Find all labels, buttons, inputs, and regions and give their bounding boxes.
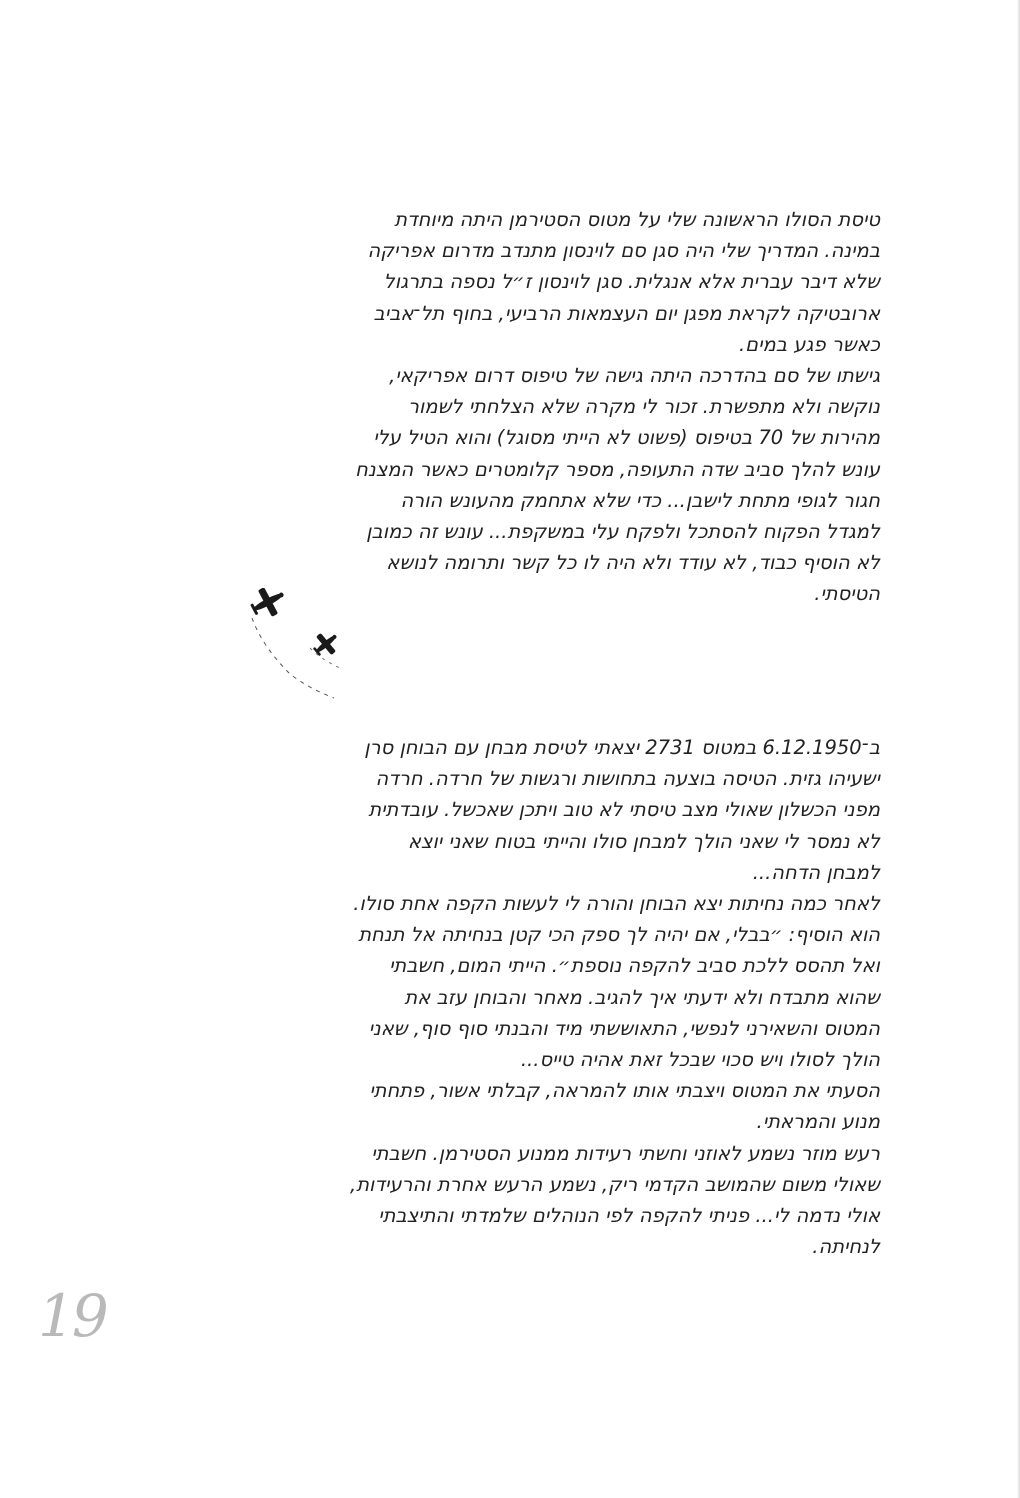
text-line: לא הוסיף כבוד, לא עודד ולא היה לו כל קשר ותרומה לנושא — [386, 551, 880, 575]
text-line: ואל תהסס ללכת סביב להקפה נוספת״. הייתי המום, חשבתי — [389, 954, 880, 978]
text-line: נוקשה ולא מתפשרת. זכור לי מקרה שלא הצלחתי לשמור — [408, 395, 880, 419]
paragraph — [240, 1075, 880, 1137]
text-line: ארובטיקה לקראת מפגן יום העצמאות הרביעי, בחוף תל־אביב — [373, 301, 880, 325]
text-line: רעש מוזר נשמע לאוזני וחשתי רעידות ממנוע הסטירמן. חשבתי — [371, 1141, 880, 1165]
text-line: לנחיתה. — [812, 1235, 880, 1259]
text-line: לאחר כמה נחיתות יצא הבוחן והורה לי לעשות הקפה אחת סולו. — [353, 892, 880, 916]
section-one — [240, 204, 880, 610]
text-line: ישעיהו גזית. הטיסה בוצעה בתחושות ורגשות של חרדה. חרדה — [375, 767, 880, 791]
paragraph — [240, 360, 880, 610]
text-line: למגדל הפקוח להסתכל ולפקח עלי במשקפת... עונש זה כמובן — [366, 520, 880, 544]
text-line: אולי נדמה לי... פניתי להקפה לפי הנוהלים שלמדתי והתיצבתי — [378, 1204, 880, 1228]
paragraph — [240, 888, 880, 1075]
text-line: טיסת הסולו הראשונה שלי על מטוס הסטירמן היתה מיוחדת — [394, 208, 880, 231]
paragraph — [240, 1138, 880, 1263]
paragraph — [240, 732, 880, 888]
text-line: הולך לסולו ויש סכוי שבכל זאת אהיה טייס... — [520, 1048, 880, 1072]
text-line: גישתו של סם בהדרכה היתה גישה של טיפוס דרום אפריקאי, — [389, 364, 880, 388]
text-line: למבחן הדחה... — [752, 860, 880, 884]
text-line: כאשר פגע במים. — [738, 332, 880, 356]
text-line: מנוע והמראתי. — [756, 1110, 880, 1134]
text-line: הטיסתי. — [814, 582, 880, 606]
text-line: שאולי משום שהמושב הקדמי ריק, נשמע הרעש אחרת והרעידות, — [350, 1172, 880, 1196]
text-line: הוא הוסיף: ״בבלי, אם יהיה לך ספק הכי קטן בנחיתה אל תנחת — [358, 923, 880, 947]
text-line: עונש להלך סביב שדה התעופה, מספר קלומטרים כאשר המצנח — [355, 457, 880, 481]
text-line: לא נמסר לי שאני הולך למבחן סולו והייתי בטוח שאני יוצא — [407, 829, 880, 853]
paragraph — [240, 204, 880, 360]
biplanes-icon — [238, 588, 358, 700]
section-two — [240, 732, 880, 1262]
text-line: ב־6.12.1950 במטוס 2731 יצאתי לטיסת מבחן עם הבוחן סרן — [364, 736, 880, 759]
text-line: שהוא מתבדח ולא ידעתי איך להגיב. מאחר והבוחן עזב את — [404, 985, 880, 1009]
text-line: שלא דיבר עברית אלא אנגלית. סגן לוינסון ז״ל נספה בתרגול — [383, 270, 880, 294]
page-number: 19 — [38, 1282, 106, 1350]
text-line: חגור לגופי מתחת לישבן... כדי שלא אתחמק מהעונש הורה — [400, 488, 880, 512]
text-line: הסעתי את המטוס ויצבתי אותו להמראה, קבלתי אשור, פתחתי — [369, 1079, 880, 1103]
text-line: מפני הכשלון שאולי מצב טיסתי לא טוב ויתכן שאכשל. עובדתית — [368, 798, 880, 822]
text-line: במינה. המדריך שלי היה סגן סם לוינסון מתנדב מדרום אפריקה — [367, 239, 880, 263]
text-line: מהירות של 70 בטיפוס (פשוט לא הייתי מסוגל) והוא הטיל עלי — [373, 426, 880, 450]
text-line: המטוס והשאירני לנפשי, התאוששתי מיד והבנתי סוף סוף, שאני — [368, 1016, 880, 1040]
